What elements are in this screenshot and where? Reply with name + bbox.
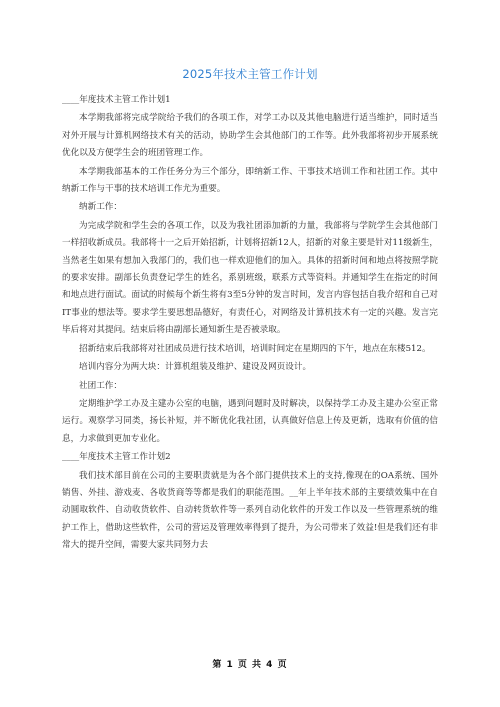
paragraph-training-content: 培训内容分为两大块：计算机组装及维护、建设及网页设计。: [79, 362, 312, 373]
paragraph-intro: 本学期我部将完成学院给予我们的各项工作，对学工办以及其他电脑进行适当维护，同时适当对外开展与计算机网络技术有关的活动，协助学生会其他部门的工作等。此外我部将初步开展系统优化以及方便学生会的班团管理工作。: [62, 113, 438, 159]
page-number: 第 1 页 共 4 页: [212, 660, 288, 670]
paragraph-tasks: 本学期我部基本的工作任务分为三个部分，即纳新工作、干事技术培训工作和社团工作。其中纳新工作与干事的技术培训工作尤为重要。: [62, 166, 438, 195]
plan-heading-2: ____年度技术主管工作计划2: [62, 452, 171, 463]
document-title: 2025年技术主管工作计划: [182, 67, 318, 81]
section-heading-recruit: 纳新工作：: [79, 202, 122, 213]
section-heading-club: 社团工作：: [79, 380, 122, 391]
plan-heading-1: ____年度技术主管工作计划1: [62, 95, 171, 105]
document-body: [62, 92, 438, 556]
paragraph-tech-dept: 我们技术部目前在公司的主要职责就是为各个部门提供技术上的支持,像现在的OA系统、国外销售、外挂、游戏麦、各收货商等等都是我们的职能范围。__年上半年技术部的主要绩效集中在自动圆取软件、自动收货软件、自动转货软件等一系列自动化软件的开发工作以及一些管理系统的维护工作上，借助这些软件，公司的营运及管理效率得到了提升，为公司带来了效益!但是我们还有非常大的提升空间，需要大家共同努力去: [62, 470, 438, 551]
paragraph-recruit: 为完成学院和学生会的各项工作，以及为我社团添加新的力量，我部将与学院学生会其他部门一样招收新成员。我部将十一之后开始招新，计划将招新12人，招新的对象主要是针对11级新生，当然老生如果有想加入我部门的，我们也一样欢迎他们的加入。具体的招新时间和地点将按照学院的要求安排。副部长负责登记学生的姓名，系别班级，联系方式等资料。并通知学生在指定的时间和地点进行面试。面试的时候每个新生将有3至5分钟的发言时间，发言内容包括自我介绍和自己对IT事业的想法等。要求学生要思想品德好，有责任心，对网络及计算机技术有一定的兴趣。发言完毕后将对其提问。结束后将由副部长通知新生是否被录取。: [62, 220, 438, 336]
paragraph-club: 定期维护学工办及主建办公室的电脑，遇到问题时及时解决，以保持学工办及主建办公室正常运行。观察学习同类，扬长补短，并不断优化我社团，认真做好信息上传及更新，选取有价值的信息，力求做到更加专业化。: [62, 398, 438, 444]
paragraph-training: 招新结束后我部将对社团成员进行技术培训，培训时间定在星期四的下午，地点在东楼512。: [79, 343, 431, 354]
